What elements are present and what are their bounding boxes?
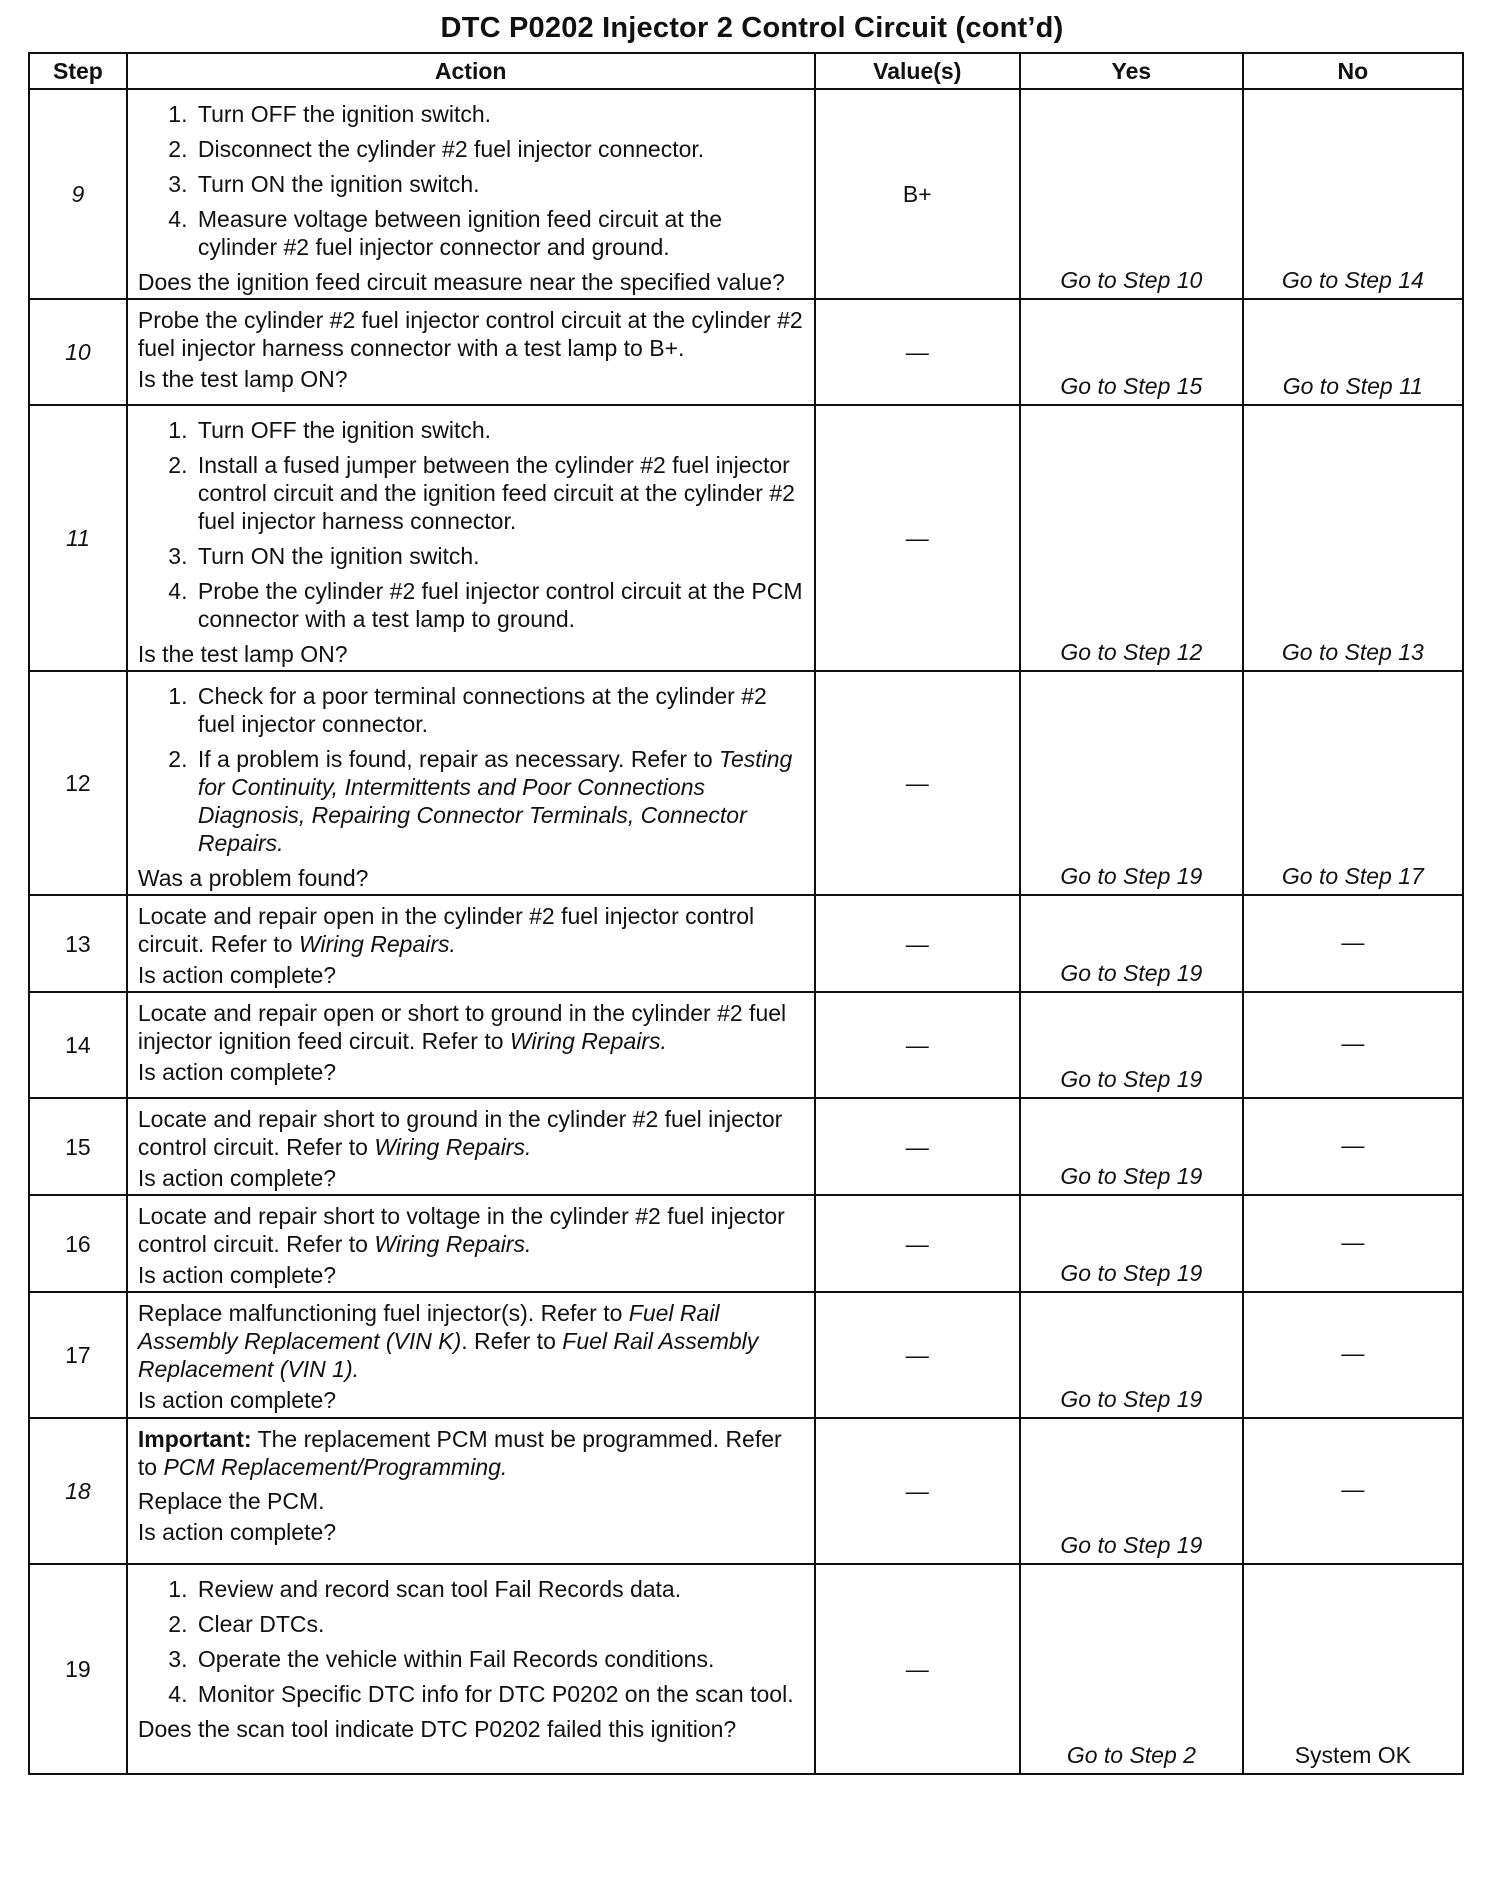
yes-cell: Go to Step 19	[1020, 895, 1243, 992]
value-cell: —	[815, 1195, 1021, 1292]
reference-link: Wiring Repairs.	[374, 1134, 532, 1160]
table-row	[29, 1418, 1463, 1564]
action-cell	[127, 89, 815, 299]
action-item: 1. Review and record scan tool Fail Records data.	[194, 1575, 804, 1603]
value-cell: —	[815, 895, 1021, 992]
no-cell: Go to Step 11	[1243, 299, 1463, 405]
action-text: The replacement PCM must be programmed.	[257, 1426, 720, 1452]
no-cell: Go to Step 13	[1243, 405, 1463, 671]
step-number: 10	[29, 299, 127, 405]
action-text: Locate and repair open in the cylinder #2 fuel injector control circuit. Refer to	[137, 903, 755, 957]
step-number: 11	[29, 405, 127, 671]
value-cell: —	[815, 405, 1021, 671]
table-row	[29, 671, 1463, 895]
table-row	[29, 1098, 1463, 1195]
action-item: 4. Probe the cylinder #2 fuel injector control circuit at the PCM connector with a test lamp to ground.	[194, 577, 804, 633]
action-text: Probe the cylinder #2 fuel injector control circuit at the cylinder #2 fuel injector harness connector with a test lamp to B+.	[137, 307, 803, 361]
step-number: 14	[29, 992, 127, 1098]
yes-cell: Go to Step 2	[1020, 1564, 1243, 1774]
yes-cell: Go to Step 19	[1020, 671, 1243, 895]
no-cell: System OK	[1243, 1564, 1463, 1774]
no-cell: Go to Step 17	[1243, 671, 1463, 895]
yes-cell: Go to Step 19	[1020, 1418, 1243, 1564]
yes-cell: Go to Step 19	[1020, 992, 1243, 1098]
action-cell	[127, 992, 815, 1098]
step-number: 13	[29, 895, 127, 992]
action-question: Is action complete?	[137, 1387, 337, 1413]
yes-cell: Go to Step 19	[1020, 1292, 1243, 1418]
action-question: Was a problem found?	[137, 865, 369, 891]
reference-link: Wiring Repairs.	[374, 1231, 532, 1257]
action-cell	[127, 1098, 815, 1195]
step-number: 15	[29, 1098, 127, 1195]
value-cell: —	[815, 1564, 1021, 1774]
action-text: If a problem is found, repair as necessary. Refer to	[197, 746, 713, 772]
diagnostic-table	[28, 52, 1464, 1775]
reference-link: Testing for Continuity, Intermittents and Poor Connections Diagnosis, Repairing Connector Terminals, Connector Repairs.	[197, 746, 793, 856]
action-text: . Refer to	[461, 1328, 556, 1354]
action-question: Is the test lamp ON?	[137, 366, 348, 392]
action-cell	[127, 1564, 815, 1774]
table-row	[29, 895, 1463, 992]
action-item: 2. Disconnect the cylinder #2 fuel injector connector.	[194, 135, 804, 163]
action-cell	[127, 671, 815, 895]
no-cell: —	[1243, 1195, 1463, 1292]
action-item: 4. Measure voltage between ignition feed circuit at the cylinder #2 fuel injector connector and ground.	[194, 205, 804, 261]
action-question: Does the scan tool indicate DTC P0202 failed this ignition?	[137, 1716, 737, 1742]
no-cell: —	[1243, 1418, 1463, 1564]
action-item: 1. Turn OFF the ignition switch.	[194, 416, 804, 444]
table-row	[29, 89, 1463, 299]
column-header-action: Action	[127, 53, 815, 89]
action-question: Is action complete?	[137, 962, 337, 988]
table-row	[29, 992, 1463, 1098]
no-cell: —	[1243, 1098, 1463, 1195]
action-item	[194, 745, 804, 857]
action-item: 4. Monitor Specific DTC info for DTC P0202 on the scan tool.	[194, 1680, 804, 1708]
action-text: Refer to	[137, 1426, 782, 1480]
yes-cell: Go to Step 12	[1020, 405, 1243, 671]
table-row	[29, 405, 1463, 671]
action-item: 3. Operate the vehicle within Fail Records conditions.	[194, 1645, 804, 1673]
action-question: Is action complete?	[137, 1059, 337, 1085]
reference-link: Fuel Rail Assembly Replacement (VIN K)	[137, 1300, 720, 1354]
column-header-values: Value(s)	[815, 53, 1021, 89]
step-number: 19	[29, 1564, 127, 1774]
action-question: Is action complete?	[137, 1519, 337, 1545]
value-cell: —	[815, 299, 1021, 405]
step-number: 17	[29, 1292, 127, 1418]
yes-cell: Go to Step 19	[1020, 1195, 1243, 1292]
no-cell: —	[1243, 992, 1463, 1098]
column-header-yes: Yes	[1020, 53, 1243, 89]
yes-cell: Go to Step 15	[1020, 299, 1243, 405]
table-row	[29, 299, 1463, 405]
page-title: DTC P0202 Injector 2 Control Circuit (cont’d)	[440, 12, 1064, 44]
action-cell	[127, 1292, 815, 1418]
action-cell	[127, 895, 815, 992]
action-question: Is action complete?	[137, 1165, 337, 1191]
reference-link: PCM Replacement/Programming.	[163, 1454, 508, 1480]
yes-cell: Go to Step 10	[1020, 89, 1243, 299]
action-text: Locate and repair short to ground in the cylinder #2 fuel injector control circuit. Refer to	[137, 1106, 783, 1160]
reference-link: Wiring Repairs.	[509, 1028, 667, 1054]
table-row	[29, 1564, 1463, 1774]
value-cell: —	[815, 671, 1021, 895]
action-question: Is action complete?	[137, 1262, 337, 1288]
action-item: 2. Clear DTCs.	[194, 1610, 804, 1638]
value-cell: B+	[815, 89, 1021, 299]
reference-link: Fuel Rail Assembly Replacement (VIN 1).	[137, 1328, 759, 1382]
action-question: Does the ignition feed circuit measure near the specified value?	[137, 269, 785, 295]
no-cell: Go to Step 14	[1243, 89, 1463, 299]
action-item: 2. Install a fused jumper between the cylinder #2 fuel injector control circuit and the ignition feed circuit at the cylinder #2 fuel injector harness connector.	[194, 451, 804, 535]
table-row	[29, 1292, 1463, 1418]
action-cell	[127, 405, 815, 671]
header-row	[29, 53, 1463, 89]
no-cell: —	[1243, 1292, 1463, 1418]
action-item: 3. Turn ON the ignition switch.	[194, 170, 804, 198]
column-header-no: No	[1243, 53, 1463, 89]
action-item: 1. Turn OFF the ignition switch.	[194, 100, 804, 128]
action-text: Locate and repair open or short to ground in the cylinder #2 fuel injector ignition feed circuit. Refer to	[137, 1000, 787, 1054]
value-cell: —	[815, 1418, 1021, 1564]
yes-cell: Go to Step 19	[1020, 1098, 1243, 1195]
action-item: 1. Check for a poor terminal connections at the cylinder #2 fuel injector connector.	[194, 682, 804, 738]
table-row	[29, 1195, 1463, 1292]
important-label: Important:	[137, 1426, 252, 1452]
action-question: Is the test lamp ON?	[137, 641, 348, 667]
action-cell	[127, 1195, 815, 1292]
step-number: 18	[29, 1418, 127, 1564]
reference-link: Wiring Repairs.	[298, 931, 456, 957]
action-item: 3. Turn ON the ignition switch.	[194, 542, 804, 570]
value-cell: —	[815, 992, 1021, 1098]
step-number: 9	[29, 89, 127, 299]
step-number: 16	[29, 1195, 127, 1292]
action-cell	[127, 299, 815, 405]
action-text: Replace malfunctioning fuel injector(s). Refer to	[137, 1300, 623, 1326]
value-cell: —	[815, 1292, 1021, 1418]
no-cell: —	[1243, 895, 1463, 992]
action-text: Locate and repair short to voltage in the cylinder #2 fuel injector control circuit. Refer to	[137, 1203, 785, 1257]
action-cell	[127, 1418, 815, 1564]
value-cell: —	[815, 1098, 1021, 1195]
step-number: 12	[29, 671, 127, 895]
column-header-step: Step	[29, 53, 127, 89]
action-text: Replace the PCM.	[137, 1488, 325, 1514]
